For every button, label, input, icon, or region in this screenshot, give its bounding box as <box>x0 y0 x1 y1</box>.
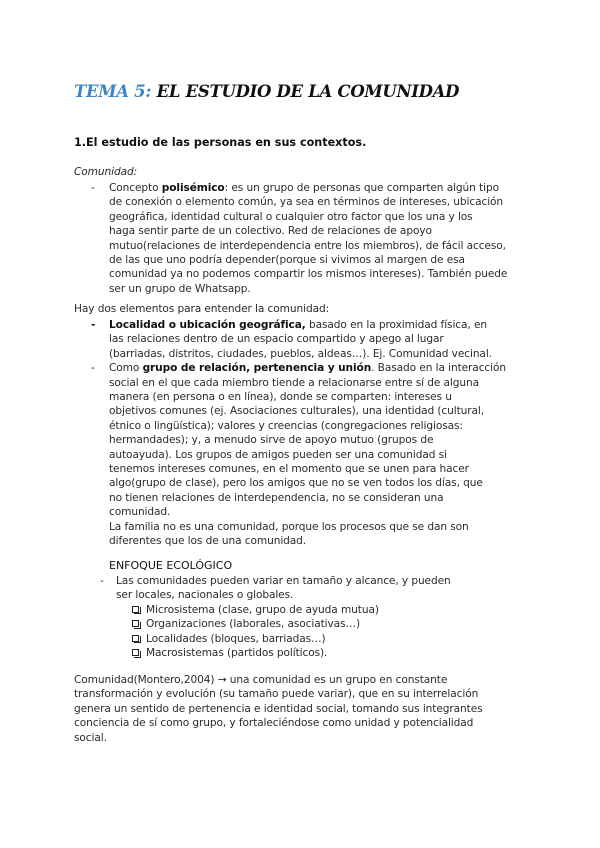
dash-bullet: - <box>91 182 95 194</box>
definition-bold: polisémico <box>161 182 225 194</box>
definition-line: : es un grupo de personas que comparten algún tipo <box>224 182 499 194</box>
check-item <box>132 646 516 660</box>
definition-line: de conexión o elemento común, ya sea en términos de intereses, ubicación <box>109 196 504 209</box>
checkbox-icon <box>132 606 139 613</box>
definition-line: geográfica, identidad cultural o cualquier otro factor que los una y los <box>109 210 473 223</box>
montero-lead: Comunidad(Montero,2004) <box>74 674 218 686</box>
checkbox-icon <box>132 635 139 642</box>
dash-bullet: - <box>91 362 95 375</box>
arrow-right-icon: → <box>217 674 227 686</box>
check-label: Organizaciones (laborales, asociativas…) <box>146 618 360 631</box>
element2-line: étnico o lingüística); valores y creencias (congregaciones religiosas: <box>109 419 463 432</box>
dash-bullet: - <box>100 575 104 587</box>
element-item-grupo <box>91 361 527 548</box>
element2-line: comunidad. <box>109 506 171 519</box>
definition-line: de las que uno podría depender(porque si vivimos al margen de esa <box>109 254 465 267</box>
check-label: Macrosistemas (partidos políticos). <box>146 647 328 660</box>
definition-line: comunidad ya no podemos compartir los mismos intereses). También puede <box>109 268 508 281</box>
definition-line: haga sentir parte de un colectivo. Red de relaciones de apoyo <box>109 225 432 238</box>
enfoque-heading: ENFOQUE ECOLÓGICO <box>109 559 233 572</box>
check-item <box>132 617 516 631</box>
element2-line: social en el que cada miembro tiende a relacionarse entre sí de alguna <box>109 376 480 389</box>
element1-line: (barriadas, distritos, ciudades, pueblos, aldeas…). Ej. Comunidad vecinal. <box>109 347 492 360</box>
elements-list <box>91 318 527 549</box>
element1-line: basado en la proximidad física, en <box>305 319 487 331</box>
check-label: Microsistema (clase, grupo de ayuda mutua) <box>146 603 379 616</box>
montero-line: genera un sentido de pertenencia e identidad social, tomando sus integrantes <box>74 702 483 715</box>
element2-bold: grupo de relación, pertenencia y unión <box>142 362 372 375</box>
page-title <box>74 82 459 101</box>
montero-line: una comunidad es un grupo en constante <box>226 674 448 686</box>
enfoque-item <box>100 574 516 660</box>
element-item-localidad <box>91 318 527 361</box>
familia-line: diferentes que los de una comunidad. <box>109 535 307 548</box>
title-text: EL ESTUDIO DE LA COMUNIDAD <box>156 82 460 101</box>
checkbox-list <box>116 603 516 661</box>
familia-line: La familia no es una comunidad, porque los procesos que se dan son <box>109 520 469 533</box>
element2-line: hermandades); y, a menudo sirve de apoyo mutuo (grupos de <box>109 434 434 447</box>
check-item <box>132 632 516 646</box>
definition-item <box>91 181 525 296</box>
dash-bullet: - <box>91 319 96 331</box>
comunidad-label: Comunidad: <box>74 166 138 178</box>
checkbox-icon <box>132 620 139 627</box>
title-number: TEMA 5: <box>74 82 152 101</box>
definition-line: ser un grupo de Whatsapp. <box>109 282 251 295</box>
element2-line: . Basado en la interacción <box>371 362 506 375</box>
montero-line: transformación y evolución (su tamaño puede variar), que en su interrelación <box>74 688 479 701</box>
element1-bold: Localidad o ubicación geográfica, <box>109 319 306 331</box>
check-label: Localidades (bloques, barriadas…) <box>146 632 326 645</box>
element2-line: objetivos comunes (ej. Asociaciones culturales), una identidad (cultural, <box>109 405 485 418</box>
element2-line: autoayuda). Los grupos de amigos pueden ser una comunidad si <box>109 448 447 461</box>
element2-line: algo(grupo de clase), pero los amigos que no se ven todos los días, que <box>109 477 483 490</box>
element2-line: no tienen relaciones de interdependencia, no se consideran una <box>109 491 444 504</box>
definition-list <box>91 181 525 296</box>
element2-line: manera (en persona o en línea), donde se comparten: intereses u <box>109 391 452 404</box>
montero-line: conciencia de sí como grupo, y fortaleciéndose como unidad y potencialidad <box>74 717 474 730</box>
enfoque-line: ser locales, nacionales o globales. <box>116 589 294 602</box>
checkbox-icon <box>132 649 139 656</box>
montero-paragraph <box>74 673 534 745</box>
montero-line: social. <box>74 731 107 744</box>
elements-intro: Hay dos elementos para entender la comunidad: <box>74 303 330 315</box>
section-heading: 1.El estudio de las personas en sus contextos. <box>74 136 367 149</box>
definition-lead: Concepto <box>109 182 162 194</box>
check-item <box>132 603 516 617</box>
enfoque-list <box>100 574 516 660</box>
element1-line: las relaciones dentro de un espacio compartido y apego al lugar <box>109 333 444 346</box>
definition-line: mutuo(relaciones de interdependencia entre los miembros), de fácil acceso, <box>109 239 506 252</box>
element2-line: tenemos intereses comunes, en el momento que se unen para hacer <box>109 463 469 476</box>
enfoque-line: Las comunidades pueden variar en tamaño y alcance, y pueden <box>116 575 451 587</box>
element2-lead: Como <box>109 362 143 375</box>
